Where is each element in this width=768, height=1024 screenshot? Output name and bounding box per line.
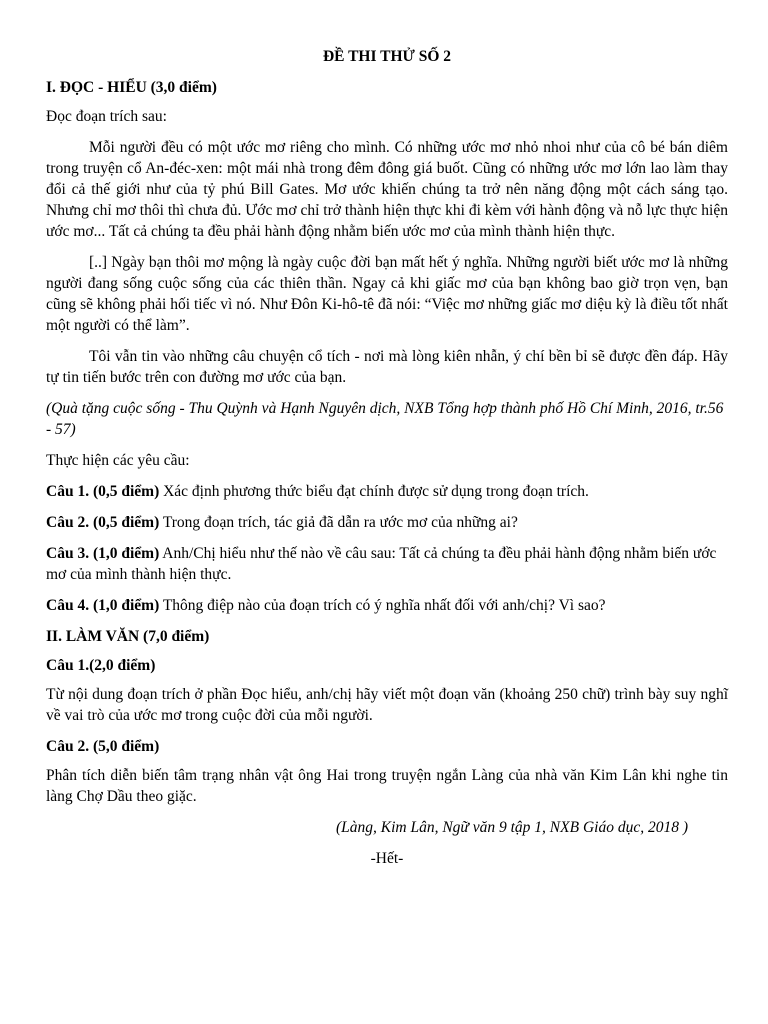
passage-source: (Quà tặng cuộc sống - Thu Quỳnh và Hạnh Nguyên dịch, NXB Tổng hợp thành phố Hồ Chí Minh, 2016, tr.56 - 57)	[46, 400, 724, 438]
passage-paragraph-2: [..] Ngày bạn thôi mơ mộng là ngày cuộc đời bạn mất hết ý nghĩa. Những người biết ước mơ là những người đang sống cuộc sống của các thiên thần. Ngay cả khi giấc mơ của bạn không bao giờ trọn vẹn, bạn cũng sẽ không phải hối tiếc vì nó. Như Đôn Ki-hô-tê đã nói: “Việc mơ những giấc mơ diệu kỳ là điều tốt nhất một người có thể làm”.	[46, 254, 728, 334]
writing-question-2-text: Phân tích diễn biến tâm trạng nhân vật ông Hai trong truyện ngắn Làng của nhà văn Kim Lân khi nghe tin làng Chợ Dầu theo giặc.	[46, 767, 728, 805]
question-4-text: Thông điệp nào của đoạn trích có ý nghĩa nhất đối với anh/chị? Vì sao?	[159, 597, 606, 614]
section-reading-heading: I. ĐỌC - HIỂU (3,0 điểm)	[46, 79, 217, 96]
passage-paragraph-3: Tôi vẫn tin vào những câu chuyện cổ tích - nơi mà lòng kiên nhẫn, ý chí bền bỉ sẽ được đền đáp. Hãy tự tin tiến bước trên con đường mơ ước của bạn.	[46, 348, 728, 386]
exam-title: ĐỀ THI THỬ SỐ 2	[322, 48, 452, 65]
question-1-label: Câu 1. (0,5 điểm)	[46, 483, 160, 500]
question-3	[46, 543, 728, 585]
reading-intro: Đọc đoạn trích sau:	[46, 108, 167, 125]
question-2-label: Câu 2. (0,5 điểm)	[46, 514, 160, 531]
question-2	[46, 512, 728, 533]
question-3-label: Câu 3. (1,0 điểm)	[46, 545, 160, 562]
section-writing-heading: II. LÀM VĂN (7,0 điểm)	[46, 628, 210, 645]
writing-question-1-text: Từ nội dung đoạn trích ở phần Đọc hiểu, anh/chị hãy viết một đoạn văn (khoảng 250 chữ) trình bày suy nghĩ về vai trò của ước mơ trong cuộc đời của mỗi người.	[46, 686, 728, 724]
passage-paragraph-1: Mỗi người đều có một ước mơ riêng cho mình. Có những ước mơ nhỏ nhoi như của cô bé bán diêm trong truyện cổ An-đéc-xen: một mái nhà trong đêm đông giá buốt. Cũng có những ước mơ lớn lao làm thay đổi cả thế giới như của tỷ phú Bill Gates. Mơ ước khiến chúng ta trở nên năng động một cách sáng tạo. Nhưng chỉ mơ thôi thì chưa đủ. Ước mơ chỉ trở thành hiện thực khi đi kèm với hành động và nỗ lực thực hiện ước mơ... Tất cả chúng ta đều phải hành động nhằm biến ước mơ của mình thành hiện thực.	[46, 139, 728, 240]
end-marker: -Hết-	[370, 850, 404, 867]
question-4-label: Câu 4. (1,0 điểm)	[46, 597, 160, 614]
question-1-text: Xác định phương thức biểu đạt chính được sử dụng trong đoạn trích.	[159, 483, 589, 500]
question-4	[46, 595, 728, 616]
writing-question-2-source: (Làng, Kim Lân, Ngữ văn 9 tập 1, NXB Giáo dục, 2018 )	[335, 819, 688, 836]
writing-question-2-label: Câu 2. (5,0 điểm)	[46, 738, 160, 755]
task-intro: Thực hiện các yêu cầu:	[46, 452, 190, 469]
writing-question-1-label: Câu 1.(2,0 điểm)	[46, 657, 156, 674]
question-2-text: Trong đoạn trích, tác giả đã dẫn ra ước mơ của những ai?	[159, 514, 518, 531]
exam-page	[46, 46, 728, 869]
question-1	[46, 481, 728, 502]
question-3-text: Anh/Chị hiểu như thế nào về câu sau: Tất cả chúng ta đều phải hành động nhằm biến ước mơ của mình thành hiện thực.	[46, 545, 717, 583]
